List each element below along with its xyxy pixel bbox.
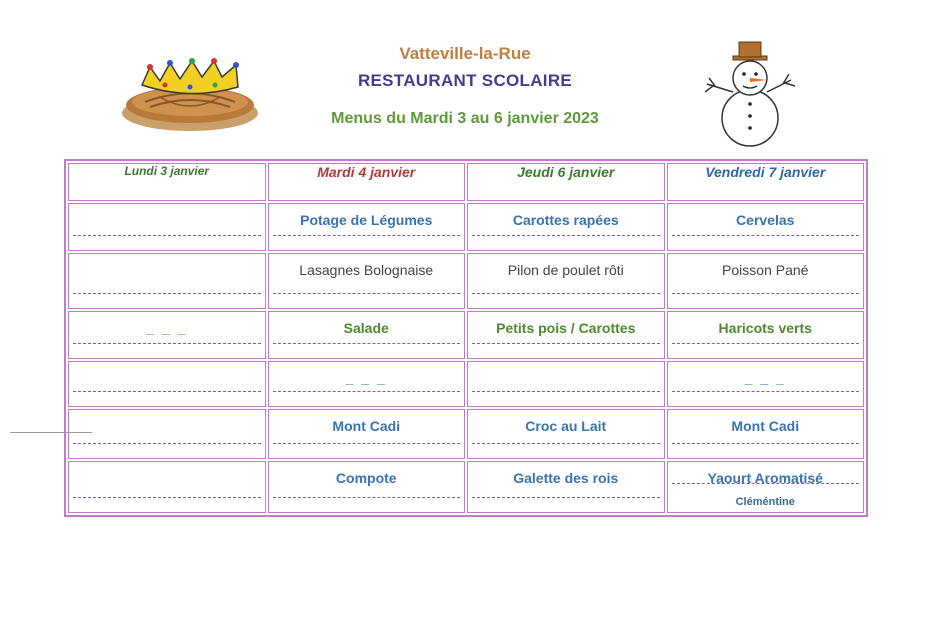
menu-cell [68,461,266,513]
menu-cell: Mont Cadi [667,409,865,459]
menu-cell: _ _ _ [68,311,266,359]
menu-cell [68,361,266,407]
menu-cell: Haricots verts [667,311,865,359]
menu-cell: _ _ _ [667,361,865,407]
day-vendredi: Vendredi 7 janvier [667,163,865,201]
menu-row-main [68,253,864,309]
menu-cell: Cervelas [667,203,865,251]
town-name: Vatteville-la-Rue [399,44,531,63]
menu-period: Menus du Mardi 3 au 6 janvier 2023 [331,110,599,127]
menu-cell: Yaourt Aromatisé Cléméntine [667,461,865,513]
menu-row-cheese [68,361,864,407]
menu-cell: Salade [268,311,466,359]
menu-cell: Mont Cadi [268,409,466,459]
menu-cell [467,361,665,407]
menu-row-dessert [68,461,864,513]
snowman-icon [695,40,800,150]
menu-table [64,159,868,517]
menu-cell: Petits pois / Carottes [467,311,665,359]
menu-cell: Potage de Légumes [268,203,466,251]
day-jeudi: Jeudi 6 janvier [467,163,665,201]
days-header-row [68,163,864,201]
vendredi-extra-dessert: Cléméntine [735,496,795,508]
menu-row-starter [68,203,864,251]
menu-row-side [68,311,864,359]
galette-crown-icon [120,55,260,135]
menu-cell: Compote [268,461,466,513]
menu-cell: Galette des rois [467,461,665,513]
menu-row-dairy [68,409,864,459]
restaurant-title: RESTAURANT SCOLAIRE [357,71,573,90]
menu-cell: Croc au Lait [467,409,665,459]
menu-cell: Lasagnes Bolognaise [268,253,466,309]
menu-cell: Carottes rapées [467,203,665,251]
menu-cell: Pilon de poulet rôti [467,253,665,309]
menu-cell [68,253,266,309]
menu-cell [68,203,266,251]
day-lundi: Lundi 3 janvier [68,163,266,201]
menu-cell [68,409,266,459]
day-mardi: Mardi 4 janvier [268,163,466,201]
menu-cell: _ _ _ [268,361,466,407]
menu-cell: Poisson Pané [667,253,865,309]
